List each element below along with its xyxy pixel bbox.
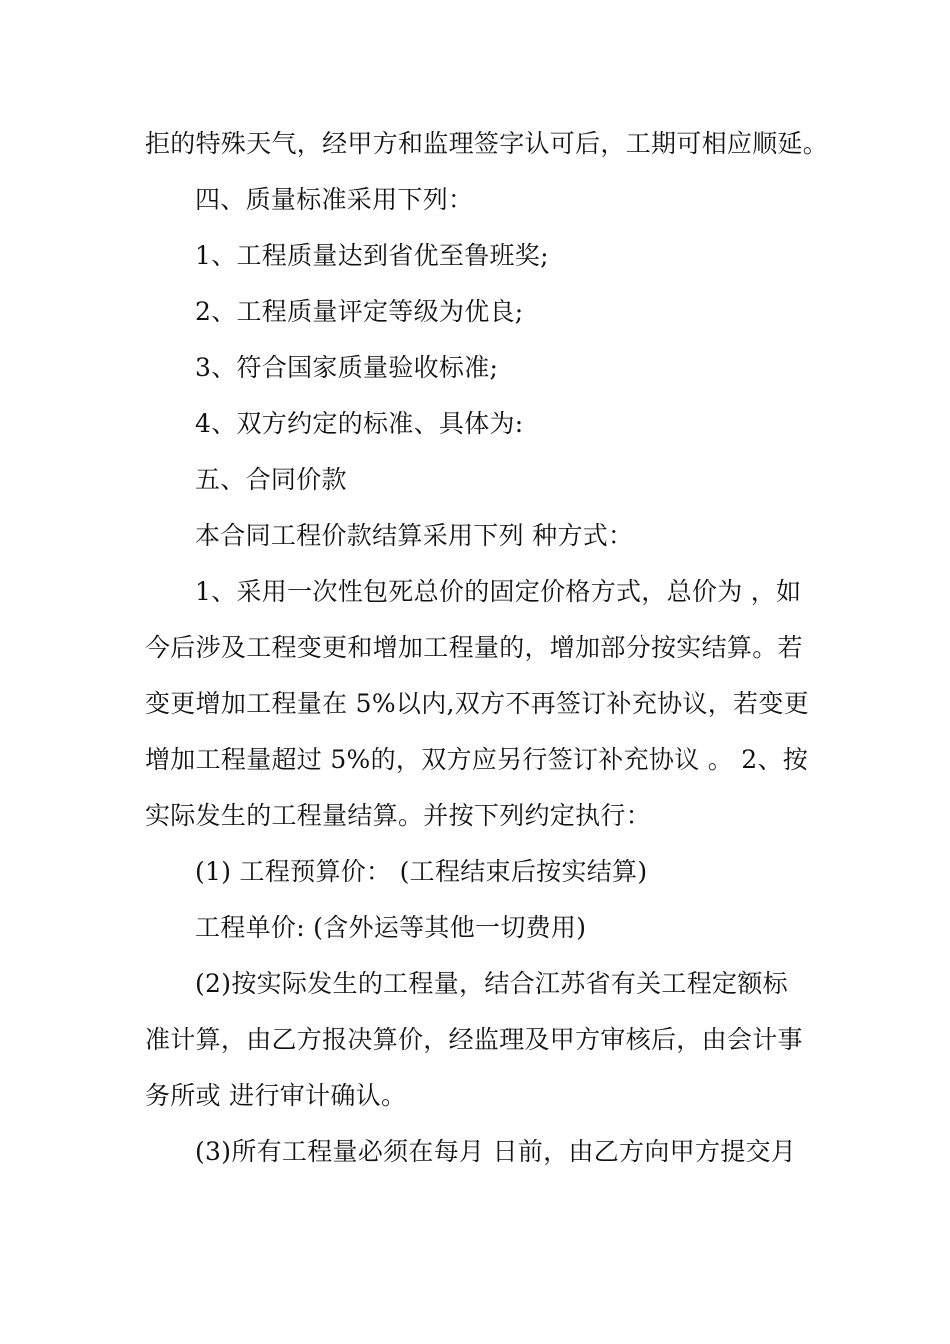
paragraph-line: 本合同工程价款结算采用下列 种方式： xyxy=(195,521,634,550)
paragraph-line: 工程单价: (含外运等其他一切费用) xyxy=(195,913,587,942)
list-item: 4、双方约定的标准、具体为: xyxy=(195,409,524,438)
paragraph-line: 务所或 进行审计确认。 xyxy=(145,1081,407,1110)
list-item: 3、符合国家质量验收标准; xyxy=(195,353,499,382)
paragraph-line: 准计算，由乙方报决算价，经监理及甲方审核后，由会计事 xyxy=(145,1025,803,1054)
list-item: (3)所有工程量必须在每月 日前，由乙方向甲方提交月 xyxy=(195,1137,797,1166)
paragraph-line: 实际发生的工程量结算。并按下列约定执行： xyxy=(145,801,652,830)
list-item: 2、工程质量评定等级为优良; xyxy=(195,297,524,326)
paragraph-line: 1、采用一次性包死总价的固定价格方式，总价为 ，如 xyxy=(195,577,802,606)
list-item: (2)按实际发生的工程量，结合江苏省有关工程定额标 xyxy=(195,969,788,998)
section-heading-quality: 四、质量标准采用下列： xyxy=(195,185,474,214)
section-heading-price: 五、合同价款 xyxy=(195,465,347,494)
paragraph-line: 拒的特殊天气，经甲方和监理签字认可后，工期可相应顺延。 xyxy=(145,129,829,158)
paragraph-line: 今后涉及工程变更和增加工程量的，增加部分按实结算。若 xyxy=(145,633,803,662)
paragraph-line: 变更增加工程量在 5%以内,双方不再签订补充协议，若变更 xyxy=(145,689,809,718)
list-item: (1) 工程预算价： (工程结束后按实结算) xyxy=(195,857,648,886)
list-item: 1、工程质量达到省优至鲁班奖; xyxy=(195,241,549,270)
paragraph-line: 增加工程量超过 5%的，双方应另行签订补充协议 。 2、按 xyxy=(145,745,809,774)
